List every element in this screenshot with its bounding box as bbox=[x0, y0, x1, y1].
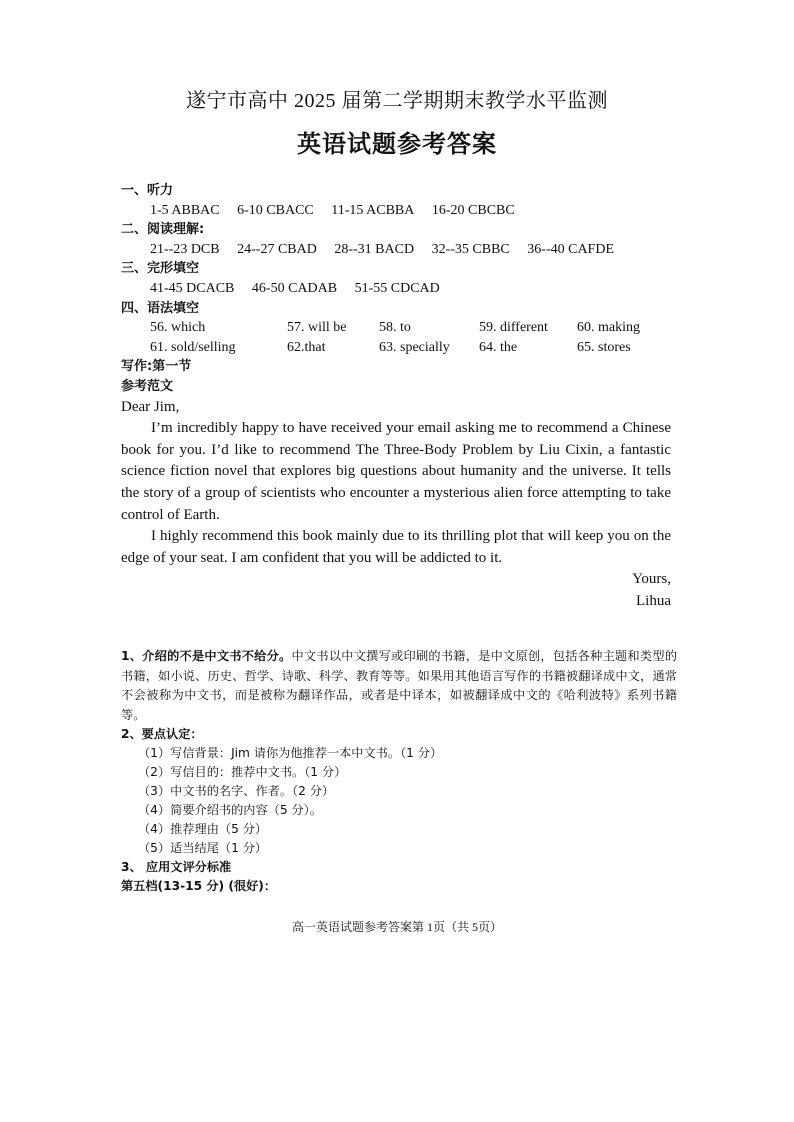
answers-content bbox=[121, 181, 671, 612]
rule-2-heading: 2、要点认定： bbox=[121, 727, 203, 741]
answer-group: 6-10 CBACC bbox=[237, 202, 314, 218]
section-heading-listening: 一、听力 bbox=[121, 183, 174, 198]
section-heading-writing: 写作:第一节 bbox=[121, 359, 192, 375]
grammar-answer: 58. to bbox=[379, 320, 411, 336]
grammar-answer: 61. sold/selling bbox=[150, 339, 236, 355]
page-footer: 高一英语试题参考答案第 1页（共 5页） bbox=[291, 920, 502, 934]
rule-1-emphasis: 1、介绍的不是中文书不给分。 bbox=[121, 649, 292, 663]
answer-group: 24--27 CBAD bbox=[237, 241, 317, 257]
grammar-answer: 65. stores bbox=[577, 339, 631, 355]
answer-group: 41-45 DCACB bbox=[150, 280, 235, 296]
tier-5-heading: 第五档(13-15 分) (很好)： bbox=[121, 879, 277, 893]
answer-key-title: 英语试题参考答案 bbox=[297, 132, 497, 158]
letter-closing: Yours, bbox=[632, 571, 671, 588]
letter-signature: Lihua bbox=[636, 592, 671, 609]
rule-3-heading: 3、 应用文评分标准 bbox=[121, 860, 232, 874]
rule-1 bbox=[121, 647, 677, 725]
key-point: （5）适当结尾（1 分） bbox=[138, 841, 268, 855]
section-heading-grammar: 四、语法填空 bbox=[121, 300, 200, 316]
grammar-answers-row bbox=[121, 318, 671, 338]
section-heading-reading: 二、阅读理解: bbox=[121, 222, 205, 238]
answer-group: 36--40 CAFDE bbox=[527, 241, 615, 257]
listening-answers bbox=[121, 201, 671, 221]
key-point: （2）写信目的：推荐中文书。（1 分） bbox=[138, 765, 347, 779]
letter-paragraph-2: I highly recommend this book mainly due to its thrilling plot that will keep you on the edge of your seat. I am confident that you will be addicted to it. bbox=[121, 528, 671, 566]
reading-answers bbox=[121, 240, 671, 260]
answer-group: 46-50 CADAB bbox=[251, 280, 338, 296]
section-heading-cloze: 三、完形填空 bbox=[121, 261, 200, 277]
key-point: （1）写信背景：Jim 请你为他推荐一本中文书。（1 分） bbox=[138, 746, 443, 760]
grammar-answer: 59. different bbox=[479, 320, 548, 336]
grammar-answer: 62.that bbox=[287, 339, 326, 355]
answer-group: 16-20 CBCBC bbox=[431, 202, 515, 218]
grammar-answer: 57. will be bbox=[287, 320, 347, 336]
answer-group: 51-55 CDCAD bbox=[354, 280, 440, 296]
sample-essay-label: 参考范文 bbox=[121, 378, 174, 394]
grammar-answer: 60. making bbox=[577, 320, 640, 336]
letter-paragraph-1: I’m incredibly happy to have received your email asking me to recommend a Chinese book for you. I’d like to recommend The Three-Body Problem by Liu Cixin, a fantastic science fiction novel that explores big questions about humanity and the universe. It tells the story of a group of scientists who encounter a mysterious alien force attempting to take control of Earth. bbox=[121, 420, 671, 523]
answer-group: 32--35 CBBC bbox=[431, 241, 510, 257]
grammar-answers-row bbox=[121, 338, 671, 358]
grammar-answer: 56. which bbox=[150, 320, 206, 336]
key-point: （4）推荐理由（5 分） bbox=[138, 822, 268, 836]
cloze-answers bbox=[121, 279, 671, 299]
key-point: （3）中文书的名字、作者。（2 分） bbox=[138, 784, 335, 798]
answer-group: 28--31 BACD bbox=[334, 241, 415, 257]
grammar-answer: 64. the bbox=[479, 339, 518, 355]
letter-greeting: Dear Jim, bbox=[121, 398, 180, 415]
answer-group: 11-15 ACBBA bbox=[331, 202, 415, 218]
exam-title: 遂宁市高中 2025 届第二学期期末教学水平监测 bbox=[186, 90, 608, 112]
answer-group: 21--23 DCB bbox=[150, 241, 220, 257]
rule-1-text: 中文书以中文撰写或印刷的书籍，是中文原创，包括各种主题和类型的书籍，如小说、历史、哲学、诗歌、科学、教育等等。如果用其他语言写作的书籍被翻译成中文，通常不会被称为中文书，而是被称为翻译作品，或者是中译本，如被翻译成中文的《哈利波特》系列书籍等。 bbox=[121, 649, 678, 722]
key-point: （4）简要介绍书的内容（5 分）。 bbox=[138, 803, 322, 817]
scoring-rules bbox=[121, 647, 677, 896]
answer-group: 1-5 ABBAC bbox=[150, 202, 220, 218]
grammar-answer: 63. specially bbox=[379, 339, 450, 355]
